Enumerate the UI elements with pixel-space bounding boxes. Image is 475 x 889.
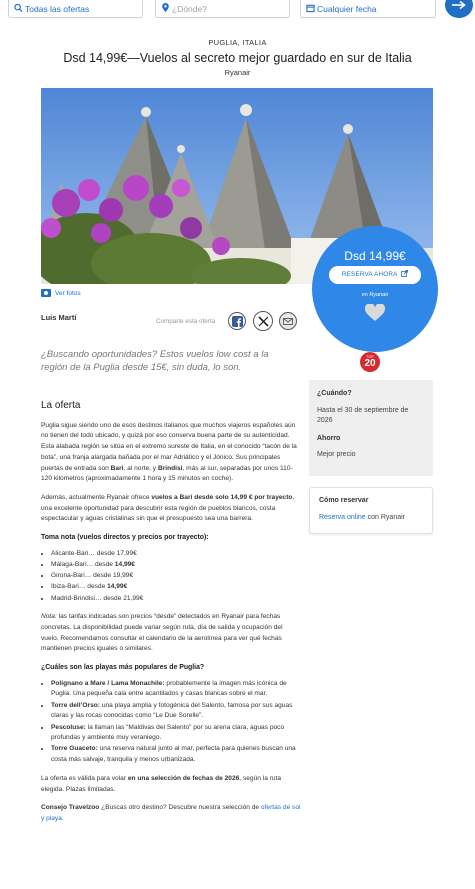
beach-item <box>51 723 301 744</box>
deal-price: Dsd 14,99€ <box>344 249 406 263</box>
offer-paragraph <box>41 493 301 525</box>
location-pin-icon <box>161 3 170 13</box>
beach-deals-link[interactable]: ofertas de sol y playa <box>41 804 301 822</box>
beach-description: la llaman las “Maldivas del Salento” por su arena clara, aguas poco profundas y ambiente muy veraniego. <box>51 723 285 742</box>
beach-item <box>51 701 301 722</box>
view-photos-link[interactable] <box>41 289 81 297</box>
beach-name: Torre Guaceto: <box>51 745 98 753</box>
search-bar <box>0 0 475 22</box>
author-name: Luis Martí <box>41 313 77 322</box>
route-item <box>51 571 301 582</box>
calendar-icon <box>306 3 315 13</box>
page-title: Dsd 14,99€—Vuelos al secreto mejor guardado en sur de Italia <box>63 51 412 65</box>
camera-icon <box>41 289 51 297</box>
validity-paragraph <box>41 774 301 795</box>
saving-text: Mejor precio <box>317 451 356 458</box>
beach-description: probablemente la imagen más icónica de Puglia. Una pequeña cala entre acantilados y casas blancas sobre el mar. <box>51 679 287 698</box>
validity-bold: en una selección de fechas de 2026 <box>127 774 240 782</box>
facebook-icon <box>232 316 243 327</box>
intro-mid: , al norte, y <box>123 464 158 472</box>
search-submit-button[interactable] <box>445 0 473 18</box>
note-text: las tarifas indicadas son precios “desde” detectados en Ryanair para fechas concretas. La disponibilidad puede variar según ruta, día de salida y ocupación del vuelo. Recomendamos consultar el calendario de la aerolínea para ver qué fechas mantienen precios iguales o similares. <box>41 613 283 653</box>
deal-provider: Ryanair <box>224 68 251 77</box>
offers-filter[interactable] <box>8 0 143 18</box>
price-card <box>312 226 438 352</box>
offers-filter-label: Todas las ofertas <box>25 4 90 14</box>
beach-description: una playa amplia y fotogénica del Salento, famosa por sus aguas claras y las rocas conocidas como “Le Due Sorelle”. <box>51 701 293 720</box>
beach-description: una reserva natural junto al mar, perfecta para quienes buscan una costa más salvaje, tranquila y menos urbanizada. <box>51 745 296 764</box>
validity-start: La oferta es válida para volar <box>41 774 128 782</box>
favorite-heart-icon[interactable] <box>364 304 386 322</box>
envelope-icon <box>283 318 293 325</box>
share-label: Comparte esta oferta <box>156 318 216 325</box>
beaches-heading: ¿Cuáles son las playas más populares de Puglia? <box>41 664 205 672</box>
offer-bold: vuelos a Bari desde solo 14,99 € por trayecto <box>151 493 293 501</box>
share-email-button[interactable] <box>279 312 297 330</box>
when-dates: Hasta el 30 de septiembre de 2026 <box>317 407 409 424</box>
bari-bold: Bari <box>110 464 124 472</box>
route-price: 14,99€ <box>107 583 128 591</box>
x-logo-icon <box>258 316 269 327</box>
tip-end: . <box>61 815 64 822</box>
beach-name: Pescoluse: <box>51 723 86 731</box>
external-link-icon <box>401 270 408 277</box>
tip-paragraph <box>41 803 301 824</box>
intro-text: Puglia sigue siendo uno de esos destinos italianos que muchos viajeros españoles aún no tienen del todo ubicado, y quizá por eso conserva buena parte de su autenticidad. Esta alabada región se sitúa en el extremo sureste de Italia, en el conocido “tacón de la bota”, una franja alargada bañada por el mar Adriático y el Jónico. Sus principales puertas de entrada son <box>41 421 297 472</box>
book-with-provider: con Ryanair <box>365 514 405 521</box>
route-item <box>51 582 301 593</box>
where-input[interactable] <box>155 0 290 18</box>
brindisi-bold: Brindisi <box>157 464 183 472</box>
route-price: 17,99€ <box>116 549 137 557</box>
route-price: 19,99€ <box>112 572 134 580</box>
tip-label: Consejo Travelzoo <box>41 804 100 812</box>
beach-item <box>51 679 301 700</box>
share-x-button[interactable] <box>253 311 273 331</box>
route-name: Málaga-Bari… desde <box>51 560 115 568</box>
intro-paragraph <box>41 421 301 485</box>
offer-start: Además, actualmente Ryanair ofrece <box>41 493 152 501</box>
route-item <box>51 549 301 560</box>
top20-badge-number: 20 <box>364 358 376 369</box>
note-paragraph <box>41 612 301 655</box>
tip-text: ¿Buscas otro destino? Descubre nuestra selección de <box>99 804 261 812</box>
routes-heading: Toma nota (vuelos directos y precios por trayecto): <box>41 534 209 542</box>
deal-lead: ¿Buscando oportunidades? Estos vuelos low cost a la región de la Puglia desde 15€, sin duda, lo son. <box>41 349 269 373</box>
when-heading: ¿Cuándo? <box>317 390 352 397</box>
how-to-book-heading: Cómo reservar <box>319 497 369 504</box>
offer-heading: La oferta <box>41 400 81 411</box>
route-name: Girona-Bari… desde <box>51 572 113 580</box>
beach-item <box>51 744 301 765</box>
view-photos-label: Ver fotos <box>55 289 81 297</box>
offer-end: , una excelente oportunidad para descubrir esta región de pueblos blancos, costa espectacular y aguas cristalinas sin que el presupuesto sea una barrera. <box>41 493 295 523</box>
route-name: Alicante-Bari… desde <box>51 549 117 557</box>
route-name: Ibiza-Bari… desde <box>51 583 108 591</box>
share-facebook-button[interactable] <box>228 312 246 330</box>
date-filter[interactable] <box>300 0 436 18</box>
booking-provider: en Ryanair <box>361 292 389 298</box>
search-icon <box>14 3 23 13</box>
how-to-book-text <box>319 514 423 521</box>
routes-list <box>51 549 301 605</box>
route-item <box>51 560 301 571</box>
article-body <box>41 401 301 833</box>
beach-name: Polignano a Mare / Lama Monachile: <box>51 679 165 687</box>
how-to-book-box <box>309 487 433 534</box>
top20-badge <box>360 352 380 372</box>
top20-badge-top: TOP <box>366 355 374 359</box>
intro-end: , más al sur, separadas por unos 110-120 kilómetros (aproximadamente 1 hora y 15 minutos en coche). <box>41 464 293 483</box>
route-item <box>51 594 301 605</box>
beach-name: Torre dell’Orso: <box>51 701 100 709</box>
where-placeholder: ¿Dónde? <box>172 4 207 14</box>
beaches-list <box>51 679 301 766</box>
deal-when-box <box>309 380 433 476</box>
route-name: Madrid-Brindisi… desde <box>51 594 124 602</box>
saving-heading: Ahorro <box>317 435 341 442</box>
book-now-label: RESERVA AHORA <box>341 271 398 278</box>
validity-end: , según la ruta elegida. Plazas limitadas. <box>41 774 282 793</box>
book-online-link[interactable]: Reserva online <box>319 514 366 521</box>
deal-location: PUGLIA, ITALIA <box>208 38 267 47</box>
route-price: 21,99€ <box>123 594 144 602</box>
note-label: Nota: <box>41 613 57 621</box>
book-now-button[interactable] <box>329 266 421 284</box>
route-price: 14,99€ <box>114 560 135 568</box>
arrow-right-icon <box>452 1 466 9</box>
date-filter-label: Cualquier fecha <box>317 4 377 14</box>
